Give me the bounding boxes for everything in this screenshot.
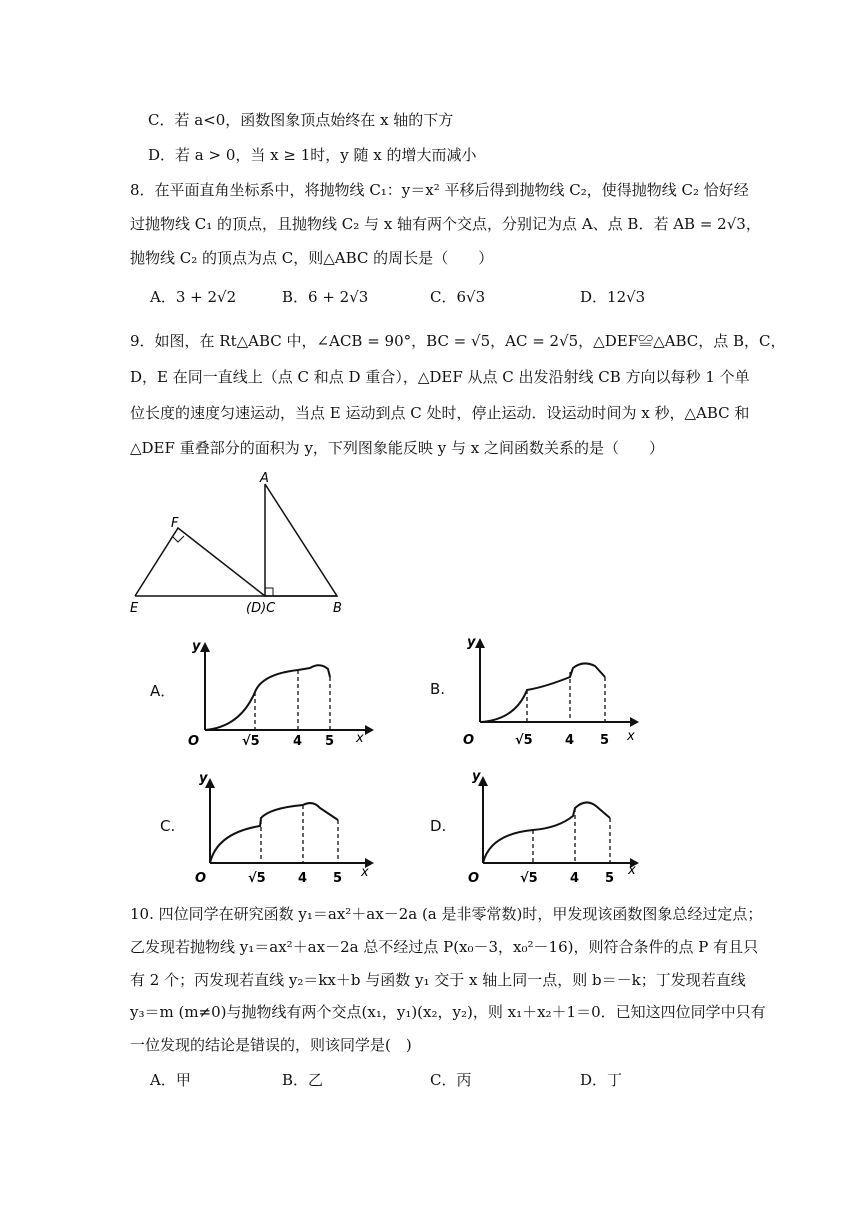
- y-label: y: [199, 771, 208, 786]
- right-angle-mark-c: [265, 588, 273, 596]
- y-label: y: [192, 639, 201, 654]
- label-dc: (D)C: [246, 601, 276, 615]
- origin-label: O: [195, 871, 207, 886]
- q8-option-b: B．6 + 2√3: [282, 288, 369, 306]
- q8-option-d: D．12√3: [580, 288, 646, 306]
- triangle-figure: [125, 470, 355, 615]
- x-label: x: [356, 731, 364, 746]
- q8-option-a: A．3 + 2√2: [150, 288, 237, 306]
- label-e: E: [130, 601, 139, 615]
- q10-line-1: 10. 四位同学在研究函数 y₁＝ax²＋ax－2a (a 是非零常数)时，甲发现该函数图象总经过定点；: [130, 905, 763, 923]
- q9-option-c-label: C.: [160, 817, 176, 835]
- graph-option-b: [455, 632, 655, 747]
- q10-option-c: C．丙: [430, 1071, 472, 1089]
- q7-option-d: D．若 a > 0，当 x ≥ 1时，y 随 x 的增大而减小: [148, 146, 477, 164]
- x-label: x: [361, 865, 369, 880]
- origin-label: O: [468, 871, 480, 886]
- tick-sqrt5: √5: [520, 871, 538, 886]
- tick-sqrt5: √5: [248, 871, 266, 886]
- x-axis-arrow-icon: [630, 717, 639, 727]
- q10-option-d: D．丁: [580, 1071, 623, 1089]
- x-label: x: [627, 729, 635, 744]
- graph-option-d: [458, 768, 658, 886]
- label-f: F: [171, 516, 179, 531]
- origin-label: O: [463, 733, 475, 747]
- y-label: y: [467, 635, 476, 650]
- q9-line-1: 9．如图，在 Rt△ABC 中，∠ACB = 90°，BC = √5，AC = 2√5，△DEF≌△ABC，点 B，C，: [130, 332, 786, 350]
- x-axis-arrow-icon: [365, 725, 374, 735]
- x-label: x: [628, 863, 636, 878]
- label-b: B: [333, 601, 342, 615]
- q9-option-b-label: B.: [430, 680, 446, 698]
- tick-sqrt5: √5: [242, 734, 260, 747]
- q9-line-2: D，E 在同一直线上（点 C 和点 D 重合），△DEF 从点 C 出发沿射线 CB 方向以每秒 1 个单: [130, 368, 750, 386]
- q9-line-4: △DEF 重叠部分的面积为 y，下列图象能反映 y 与 x 之间函数关系的是（ ）: [130, 439, 664, 457]
- tick-4: 4: [298, 871, 308, 886]
- y-axis-arrow-icon: [475, 638, 485, 648]
- curve: [210, 803, 338, 863]
- tick-5: 5: [333, 871, 343, 886]
- graph-option-c: [185, 768, 385, 886]
- q8-option-c: C．6√3: [430, 288, 486, 306]
- q10-option-b: B．乙: [282, 1071, 324, 1089]
- q10-option-a: A．甲: [150, 1071, 191, 1089]
- tick-sqrt5: √5: [515, 733, 533, 747]
- right-angle-mark-f: [172, 536, 184, 542]
- origin-label: O: [188, 734, 200, 747]
- q7-option-c: C．若 a<0，函数图象顶点始终在 x 轴的下方: [148, 111, 454, 129]
- label-a: A: [260, 471, 269, 486]
- tick-5: 5: [325, 734, 335, 747]
- y-axis-arrow-icon: [200, 642, 210, 652]
- y-label: y: [472, 769, 481, 784]
- q9-option-d-label: D.: [430, 817, 447, 835]
- tick-4: 4: [570, 871, 580, 886]
- curve: [483, 802, 610, 863]
- tick-5: 5: [600, 733, 610, 747]
- tick-4: 4: [293, 734, 303, 747]
- curve: [480, 663, 605, 722]
- graph-option-a: [180, 632, 380, 747]
- q9-line-3: 位长度的速度匀速运动，当点 E 运动到点 C 处时，停止运动．设运动时间为 x 秒，△ABC 和: [130, 404, 750, 422]
- triangle-def: [135, 528, 265, 596]
- q9-option-a-label: A．: [150, 682, 176, 700]
- triangle-abc: [265, 484, 337, 596]
- q8-line-3: 抛物线 C₂ 的顶点为点 C，则△ABC 的周长是（ ）: [130, 249, 494, 267]
- q8-line-2: 过抛物线 C₁ 的顶点，且抛物线 C₂ 与 x 轴有两个交点，分别记为点 A、点 B．若 AB = 2√3，: [130, 215, 761, 233]
- q10-line-5: 一位发现的结论是错误的，则该同学是( ): [130, 1036, 412, 1054]
- q8-line-1: 8．在平面直角坐标系中，将抛物线 C₁：y＝x² 平移后得到抛物线 C₂，使得抛物线 C₂ 恰好经: [130, 181, 749, 199]
- tick-4: 4: [565, 733, 575, 747]
- tick-5: 5: [605, 871, 615, 886]
- q10-line-4: y₃＝m (m≠0)与抛物线有两个交点(x₁，y₁)(x₂，y₂)，则 x₁＋x₂＋1＝0．已知这四位同学中只有: [130, 1003, 766, 1021]
- q10-line-2: 乙发现若抛物线 y₁＝ax²＋ax－2a 总不经过点 P(x₀－3，x₀²－16)，则符合条件的点 P 有且只: [130, 938, 759, 956]
- q10-line-3: 有 2 个；丙发现若直线 y₂＝kx＋b 与函数 y₁ 交于 x 轴上同一点，则 b＝－k；丁发现若直线: [130, 971, 746, 989]
- curve: [205, 665, 330, 730]
